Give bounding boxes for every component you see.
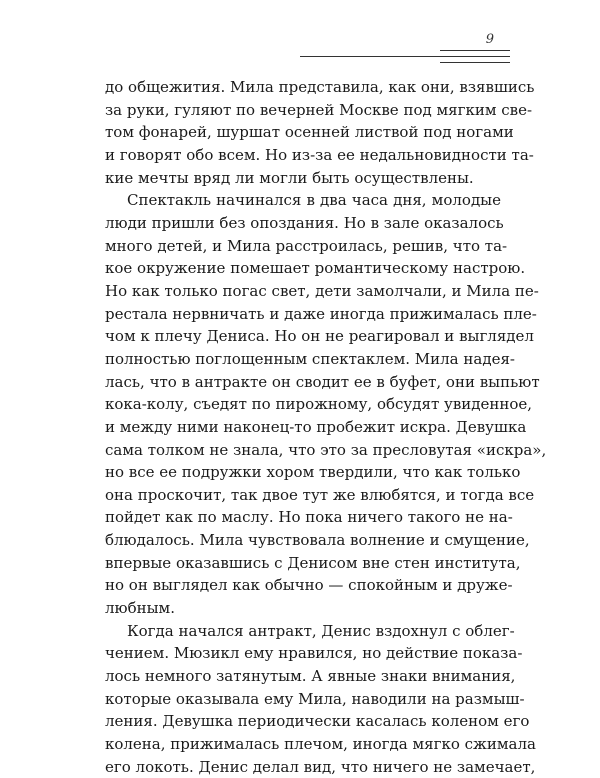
text-line: ления. Девушка периодически касалась коленом его: [105, 712, 530, 731]
text-line: впервые оказавшись с Денисом вне стен института,: [105, 553, 521, 572]
text-line: кое окружение помешает романтическому настрою.: [105, 259, 526, 278]
text-line: Но как только погас свет, дети замолчали, и Мила пе-: [105, 281, 539, 300]
text-line: но он выглядел как обычно — спокойным и друже-: [105, 576, 513, 595]
header-rule: [440, 62, 510, 63]
text-line: кие мечты вряд ли могли быть осуществлены.: [105, 168, 474, 187]
text-line: и говорят обо всем. Но из-за ее недальновидности та-: [105, 145, 534, 164]
text-line: Спектакль начинался в два часа дня, молодые: [127, 191, 501, 210]
text-line: за руки, гуляют по вечерней Москве под мягким све-: [105, 100, 533, 119]
text-line: лось немного затянутым. А явные знаки внимания,: [105, 667, 516, 686]
text-line: любным.: [105, 599, 175, 618]
text-line: блюдалось. Мила чувствовала волнение и смущение,: [105, 531, 530, 550]
text-line: лась, что в антракте он сводит ее в буфет, они выпьют: [105, 372, 540, 391]
text-line: пойдет как по маслу. Но пока ничего такого не на-: [105, 508, 513, 527]
text-line: чом к плечу Дениса. Но он не реагировал и выглядел: [105, 327, 534, 346]
text-line: но все ее подружки хором твердили, что как только: [105, 463, 521, 482]
page-number: 9: [485, 32, 494, 47]
text-line: которые оказывала ему Мила, наводили на размыш-: [105, 689, 525, 708]
text-line: много детей, и Мила расстроилась, решив, что та-: [105, 236, 508, 255]
text-line: колена, прижималась плечом, иногда мягко сжимала: [105, 735, 536, 754]
text-line: его локоть. Денис делал вид, что ничего не замечает,: [105, 757, 536, 776]
header-rule: [300, 56, 510, 57]
text-line: полностью поглощенным спектаклем. Мила надея-: [105, 349, 515, 368]
text-line: чением. Мюзикл ему нравился, но действие показа-: [105, 644, 523, 663]
text-line: рестала нервничать и даже иногда прижималась пле-: [105, 304, 537, 323]
page-header: [300, 30, 510, 70]
paragraph: [105, 76, 535, 189]
text-line: и между ними наконец-то пробежит искра. Девушка: [105, 417, 527, 436]
text-line: кока-колу, съедят по пирожному, обсудят увиденное,: [105, 395, 533, 414]
header-rule: [440, 50, 510, 51]
paragraph: [105, 620, 536, 778]
text-line: она проскочит, так двое тут же влюбятся, и тогда все: [105, 485, 535, 504]
body-text: [105, 76, 547, 778]
text-line: том фонарей, шуршат осенней листвой под ногами: [105, 123, 514, 142]
text-line: сама толком не знала, что это за пресловутая «искра»,: [105, 440, 547, 459]
text-line: до общежития. Мила представила, как они, взявшись: [105, 78, 535, 96]
text-line: Когда начался антракт, Денис вздохнул с облег-: [127, 621, 515, 640]
paragraph: [105, 189, 547, 619]
text-line: люди пришли без опоздания. Но в зале оказалось: [105, 213, 504, 232]
